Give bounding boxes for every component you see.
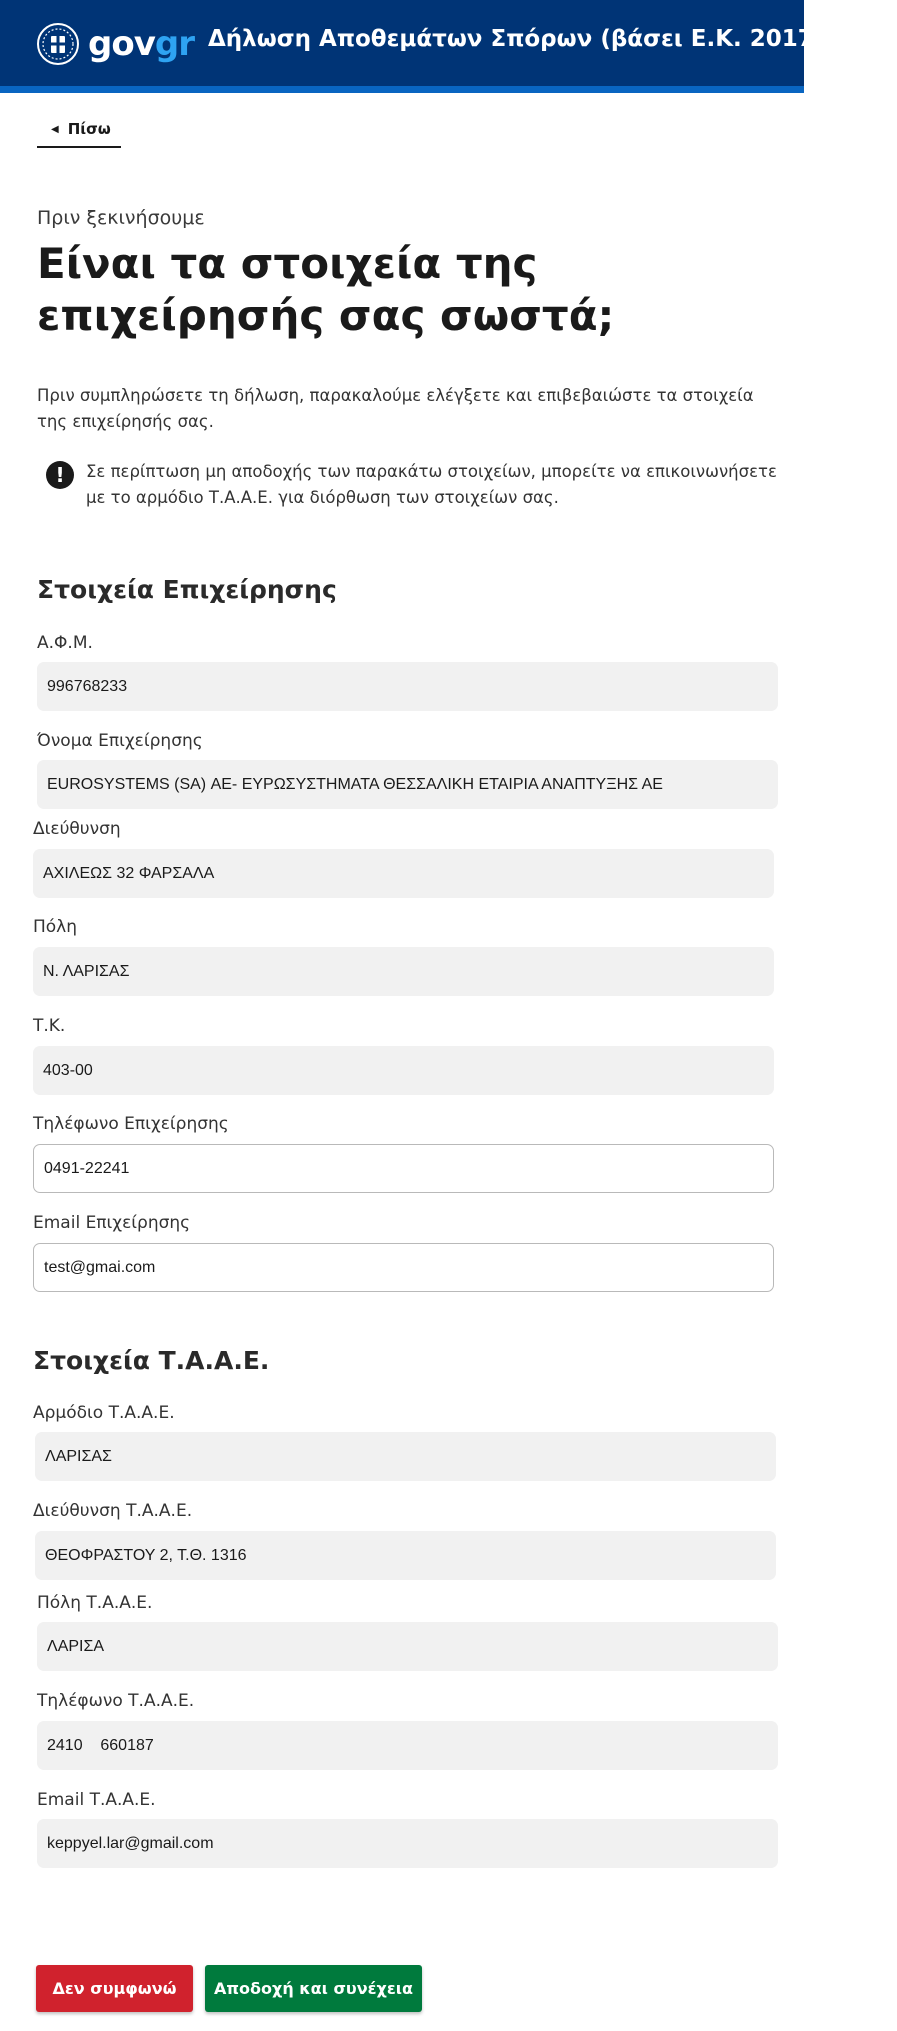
page-kicker: Πριν ξεκινήσουμε [37, 207, 205, 229]
business-section-title: Στοιχεία Επιχείρησης [37, 575, 337, 604]
taae-city-field: ΛΑΡΙΣΑ [37, 1622, 778, 1671]
postal-code-field: 403-00 [33, 1046, 774, 1095]
logo-text-gov: gov [88, 24, 155, 64]
taae-email-field: keppyel.lar@gmail.com [37, 1819, 778, 1868]
logo-text-gr: gr [154, 24, 194, 64]
taae-name-label: Αρμόδιο Τ.Α.Α.Ε. [33, 1403, 175, 1423]
city-label: Πόλη [33, 917, 78, 937]
taae-email-label: Email Τ.Α.Α.Ε. [37, 1790, 156, 1810]
afm-field: 996768233 [37, 662, 778, 711]
site-header [0, 0, 897, 86]
back-label: Πίσω [67, 120, 111, 138]
taae-address-label: Διεύθυνση Τ.Α.Α.Ε. [33, 1501, 193, 1521]
logo-text [88, 24, 194, 64]
header-title: Δήλωση Αποθεμάτων Σπόρων (βάσει Ε.Κ. 2017/1185) [208, 26, 897, 52]
accept-continue-button[interactable]: Αποδοχή και συνέχεια [205, 1965, 422, 2012]
taae-phone-field: 2410 660187 [37, 1721, 778, 1770]
address-label: Διεύθυνση [33, 819, 121, 839]
business-name-label: Όνομα Επιχείρησης [37, 731, 203, 751]
business-phone-input[interactable]: 0491-22241 [33, 1144, 774, 1193]
address-field: ΑΧΙΛΕΩΣ 32 ΦΑΡΣΑΛΑ [33, 849, 774, 898]
notice [46, 459, 786, 511]
taae-section-title: Στοιχεία Τ.Α.Α.Ε. [33, 1346, 270, 1375]
business-email-label: Email Επιχείρησης [33, 1213, 191, 1233]
postal-code-label: Τ.Κ. [33, 1016, 66, 1036]
intro-text: Πριν συμπληρώσετε τη δήλωση, παρακαλούμε ελέγξετε και επιβεβαιώστε τα στοιχεία της επιχείρησής σας. [37, 386, 754, 431]
taae-phone-label: Τηλέφωνο Τ.Α.Α.Ε. [37, 1691, 195, 1711]
exclamation-icon: ! [46, 461, 74, 489]
city-field: Ν. ΛΑΡΙΣΑΣ [33, 947, 774, 996]
back-button[interactable] [37, 112, 121, 148]
page-title: Είναι τα στοιχεία της επιχείρησής σας σωστά; [37, 239, 615, 340]
greek-emblem-icon [36, 22, 80, 66]
govgr-logo[interactable] [36, 22, 194, 66]
taae-city-label: Πόλη Τ.Α.Α.Ε. [37, 1593, 153, 1613]
taae-name-field: ΛΑΡΙΣΑΣ [35, 1432, 776, 1481]
notice-text: Σε περίπτωση μη αποδοχής των παρακάτω στοιχείων, μπορείτε να επικοινωνήσετε με το αρμόδιο Τ.Α.Α.Ε. για διόρθωση των στοιχείων σας. [86, 462, 777, 507]
business-email-input[interactable]: test@gmai.com [33, 1243, 774, 1292]
reject-button[interactable]: Δεν συμφωνώ [36, 1965, 193, 2012]
taae-address-field: ΘΕΟΦΡΑΣΤΟΥ 2, Τ.Θ. 1316 [35, 1531, 776, 1580]
afm-label: Α.Φ.Μ. [37, 633, 93, 653]
business-phone-label: Τηλέφωνο Επιχείρησης [33, 1114, 229, 1134]
header-stripe [0, 86, 804, 93]
business-name-field: EUROSYSTEMS (SA) ΑΕ- ΕΥΡΩΣΥΣΤΗΜΑΤΑ ΘΕΣΣΑΛΙΚΗ ΕΤΑΙΡΙΑ ΑΝΑΠΤΥΞΗΣ ΑΕ [37, 760, 778, 809]
chevron-left-icon: ◀ [51, 123, 59, 135]
